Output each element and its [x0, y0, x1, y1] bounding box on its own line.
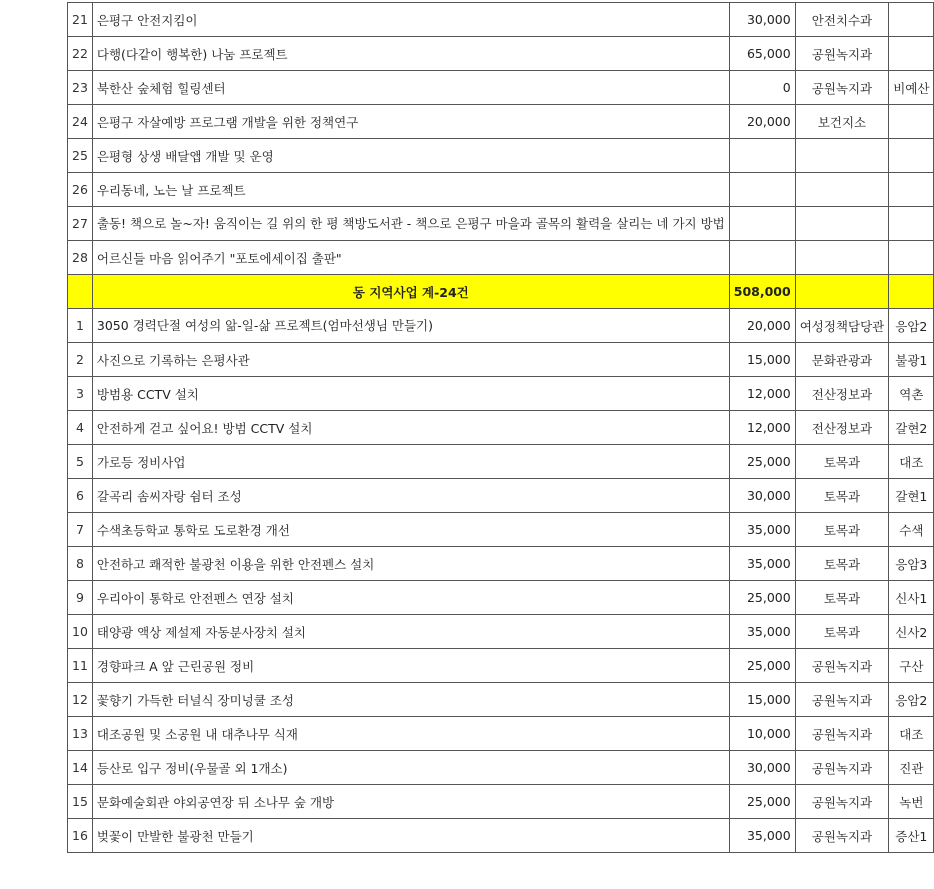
table-row[interactable]	[68, 207, 934, 241]
table-row[interactable]	[68, 377, 934, 411]
dong-cell[interactable]: 대조	[889, 445, 934, 479]
table-row[interactable]	[68, 105, 934, 139]
row-number-cell[interactable]: 24	[68, 105, 93, 139]
row-number-cell[interactable]: 4	[68, 411, 93, 445]
project-name-cell[interactable]: 북한산 숲체험 힐링센터	[92, 71, 729, 105]
budget-table	[67, 2, 934, 853]
amount-cell[interactable]: 12,000	[729, 411, 795, 445]
project-name-cell[interactable]: 꽃향기 가득한 터널식 장미넝쿨 조성	[92, 683, 729, 717]
dong-cell[interactable]: 녹번	[889, 785, 934, 819]
row-number-cell[interactable]: 10	[68, 615, 93, 649]
dong-cell[interactable]	[889, 37, 934, 71]
dong-cell[interactable]: 응암2	[889, 309, 934, 343]
dong-cell[interactable]	[889, 173, 934, 207]
row-number-cell[interactable]: 12	[68, 683, 93, 717]
row-number-cell[interactable]: 9	[68, 581, 93, 615]
amount-cell[interactable]: 25,000	[729, 581, 795, 615]
department-cell[interactable]	[795, 207, 889, 241]
amount-cell[interactable]: 30,000	[729, 479, 795, 513]
department-cell[interactable]	[795, 173, 889, 207]
project-name-cell[interactable]: 벚꽃이 만발한 불광천 만들기	[92, 819, 729, 853]
row-number-cell[interactable]: 5	[68, 445, 93, 479]
row-number-cell[interactable]: 27	[68, 207, 93, 241]
table-row[interactable]	[68, 581, 934, 615]
department-cell[interactable]	[795, 241, 889, 275]
row-number-cell[interactable]: 3	[68, 377, 93, 411]
amount-cell[interactable]: 12,000	[729, 377, 795, 411]
dong-cell[interactable]: 역촌	[889, 377, 934, 411]
department-cell[interactable]: 보건지소	[795, 105, 889, 139]
table-body-total	[68, 275, 934, 309]
table-row[interactable]	[68, 513, 934, 547]
table-row[interactable]	[68, 139, 934, 173]
row-number-cell[interactable]: 16	[68, 819, 93, 853]
amount-cell[interactable]: 15,000	[729, 683, 795, 717]
amount-cell[interactable]: 25,000	[729, 649, 795, 683]
department-cell[interactable]: 공원녹지과	[795, 751, 889, 785]
dong-cell[interactable]	[889, 105, 934, 139]
project-name-cell[interactable]: 대조공원 및 소공원 내 대추나무 식재	[92, 717, 729, 751]
table-row[interactable]	[68, 479, 934, 513]
table-row[interactable]	[68, 411, 934, 445]
total-dong-cell[interactable]	[889, 275, 934, 309]
total-no-cell[interactable]	[68, 275, 93, 309]
department-cell[interactable]: 문화관광과	[795, 343, 889, 377]
department-cell[interactable]: 토목과	[795, 547, 889, 581]
department-cell[interactable]: 토목과	[795, 513, 889, 547]
amount-cell[interactable]: 35,000	[729, 513, 795, 547]
amount-cell[interactable]: 35,000	[729, 615, 795, 649]
amount-cell[interactable]	[729, 207, 795, 241]
table-body-dong	[68, 309, 934, 853]
table-row[interactable]	[68, 649, 934, 683]
row-number-cell[interactable]: 26	[68, 173, 93, 207]
department-cell[interactable]: 공원녹지과	[795, 683, 889, 717]
dong-cell[interactable]	[889, 241, 934, 275]
table-row[interactable]	[68, 819, 934, 853]
total-label-cell[interactable]: 동 지역사업 계-24건	[92, 275, 729, 309]
department-cell[interactable]: 여성정책담당관	[795, 309, 889, 343]
dong-cell[interactable]: 응암3	[889, 547, 934, 581]
row-number-cell[interactable]: 28	[68, 241, 93, 275]
department-cell[interactable]: 공원녹지과	[795, 71, 889, 105]
department-cell[interactable]: 공원녹지과	[795, 649, 889, 683]
amount-cell[interactable]: 30,000	[729, 3, 795, 37]
amount-cell[interactable]: 0	[729, 71, 795, 105]
project-name-cell[interactable]: 문화예술회관 야외공연장 뒤 소나무 숲 개방	[92, 785, 729, 819]
table-body-top	[68, 3, 934, 275]
project-name-cell[interactable]: 경향파크 A 앞 근린공원 정비	[92, 649, 729, 683]
project-name-cell[interactable]: 갈곡리 솜씨자랑 쉼터 조성	[92, 479, 729, 513]
project-name-cell[interactable]: 우리동네, 노는 날 프로젝트	[92, 173, 729, 207]
department-cell[interactable]: 공원녹지과	[795, 717, 889, 751]
total-amount-cell[interactable]: 508,000	[729, 275, 795, 309]
dong-cell[interactable]: 증산1	[889, 819, 934, 853]
table-row[interactable]	[68, 785, 934, 819]
department-cell[interactable]: 전산정보과	[795, 411, 889, 445]
row-number-cell[interactable]: 7	[68, 513, 93, 547]
table-row[interactable]	[68, 547, 934, 581]
project-name-cell[interactable]: 은평형 상생 배달앱 개발 및 운영	[92, 139, 729, 173]
project-name-cell[interactable]: 다행(다같이 행복한) 나눔 프로젝트	[92, 37, 729, 71]
amount-cell[interactable]: 20,000	[729, 105, 795, 139]
table-row[interactable]	[68, 445, 934, 479]
department-cell[interactable]: 전산정보과	[795, 377, 889, 411]
project-name-cell[interactable]: 태양광 액상 제설제 자동분사장치 설치	[92, 615, 729, 649]
project-name-cell[interactable]: 안전하고 쾌적한 불광천 이용을 위한 안전펜스 설치	[92, 547, 729, 581]
department-cell[interactable]: 토목과	[795, 581, 889, 615]
project-name-cell[interactable]: 3050 경력단절 여성의 앎-일-삶 프로젝트(엄마선생님 만들기)	[92, 309, 729, 343]
project-name-cell[interactable]: 우리아이 통학로 안전펜스 연장 설치	[92, 581, 729, 615]
dong-cell[interactable]	[889, 207, 934, 241]
row-number-cell[interactable]: 15	[68, 785, 93, 819]
row-number-cell[interactable]: 25	[68, 139, 93, 173]
amount-cell[interactable]: 30,000	[729, 751, 795, 785]
dong-cell[interactable]: 응암2	[889, 683, 934, 717]
department-cell[interactable]: 토목과	[795, 615, 889, 649]
amount-cell[interactable]: 25,000	[729, 785, 795, 819]
row-number-cell[interactable]: 11	[68, 649, 93, 683]
row-number-cell[interactable]: 6	[68, 479, 93, 513]
dong-cell[interactable]: 비예산	[889, 71, 934, 105]
row-number-cell[interactable]: 13	[68, 717, 93, 751]
project-name-cell[interactable]: 가로등 정비사업	[92, 445, 729, 479]
project-name-cell[interactable]: 방범용 CCTV 설치	[92, 377, 729, 411]
dong-cell[interactable]: 불광1	[889, 343, 934, 377]
table-row[interactable]	[68, 683, 934, 717]
table-row[interactable]	[68, 309, 934, 343]
table-row[interactable]	[68, 343, 934, 377]
dong-cell[interactable]	[889, 139, 934, 173]
dong-cell[interactable]: 갈현1	[889, 479, 934, 513]
dong-cell[interactable]	[889, 3, 934, 37]
row-number-cell[interactable]: 1	[68, 309, 93, 343]
department-cell[interactable]: 안전치수과	[795, 3, 889, 37]
table-row[interactable]	[68, 751, 934, 785]
amount-cell[interactable]: 20,000	[729, 309, 795, 343]
dong-cell[interactable]: 구산	[889, 649, 934, 683]
project-name-cell[interactable]: 은평구 자살예방 프로그램 개발을 위한 정책연구	[92, 105, 729, 139]
project-name-cell[interactable]: 사진으로 기록하는 은평사관	[92, 343, 729, 377]
department-cell[interactable]: 공원녹지과	[795, 819, 889, 853]
row-number-cell[interactable]: 22	[68, 37, 93, 71]
dong-cell[interactable]: 수색	[889, 513, 934, 547]
project-name-cell[interactable]: 등산로 입구 정비(우물골 외 1개소)	[92, 751, 729, 785]
dong-cell[interactable]: 신사1	[889, 581, 934, 615]
amount-cell[interactable]	[729, 173, 795, 207]
table-row[interactable]	[68, 173, 934, 207]
total-dept-cell[interactable]	[795, 275, 889, 309]
amount-cell[interactable]: 10,000	[729, 717, 795, 751]
table-row[interactable]	[68, 71, 934, 105]
row-number-cell[interactable]: 23	[68, 71, 93, 105]
row-number-cell[interactable]: 21	[68, 3, 93, 37]
amount-cell[interactable]	[729, 139, 795, 173]
project-name-cell[interactable]: 은평구 안전지킴이	[92, 3, 729, 37]
dong-cell[interactable]: 갈현2	[889, 411, 934, 445]
department-cell[interactable]	[795, 139, 889, 173]
total-row[interactable]	[68, 275, 934, 309]
project-name-cell[interactable]: 어르신들 마음 읽어주기 "포토에세이집 출판"	[92, 241, 729, 275]
amount-cell[interactable]: 25,000	[729, 445, 795, 479]
table-row[interactable]	[68, 3, 934, 37]
row-number-cell[interactable]: 14	[68, 751, 93, 785]
table-row[interactable]	[68, 37, 934, 71]
table-row[interactable]	[68, 241, 934, 275]
project-name-cell[interactable]: 수색초등학교 통학로 도로환경 개선	[92, 513, 729, 547]
project-name-cell[interactable]: 출동! 책으로 놀~자! 움직이는 길 위의 한 평 책방도서관 - 책으로 은평구 마을과 골목의 활력을 살리는 네 가지 방법	[92, 207, 729, 241]
department-cell[interactable]: 토목과	[795, 445, 889, 479]
row-number-cell[interactable]: 8	[68, 547, 93, 581]
dong-cell[interactable]: 진관	[889, 751, 934, 785]
amount-cell[interactable]: 35,000	[729, 547, 795, 581]
row-number-cell[interactable]: 2	[68, 343, 93, 377]
amount-cell[interactable]	[729, 241, 795, 275]
table-row[interactable]	[68, 615, 934, 649]
department-cell[interactable]: 토목과	[795, 479, 889, 513]
dong-cell[interactable]: 대조	[889, 717, 934, 751]
amount-cell[interactable]: 35,000	[729, 819, 795, 853]
table-row[interactable]	[68, 717, 934, 751]
department-cell[interactable]: 공원녹지과	[795, 785, 889, 819]
dong-cell[interactable]: 신사2	[889, 615, 934, 649]
project-name-cell[interactable]: 안전하게 걷고 싶어요! 방범 CCTV 설치	[92, 411, 729, 445]
amount-cell[interactable]: 15,000	[729, 343, 795, 377]
amount-cell[interactable]: 65,000	[729, 37, 795, 71]
department-cell[interactable]: 공원녹지과	[795, 37, 889, 71]
